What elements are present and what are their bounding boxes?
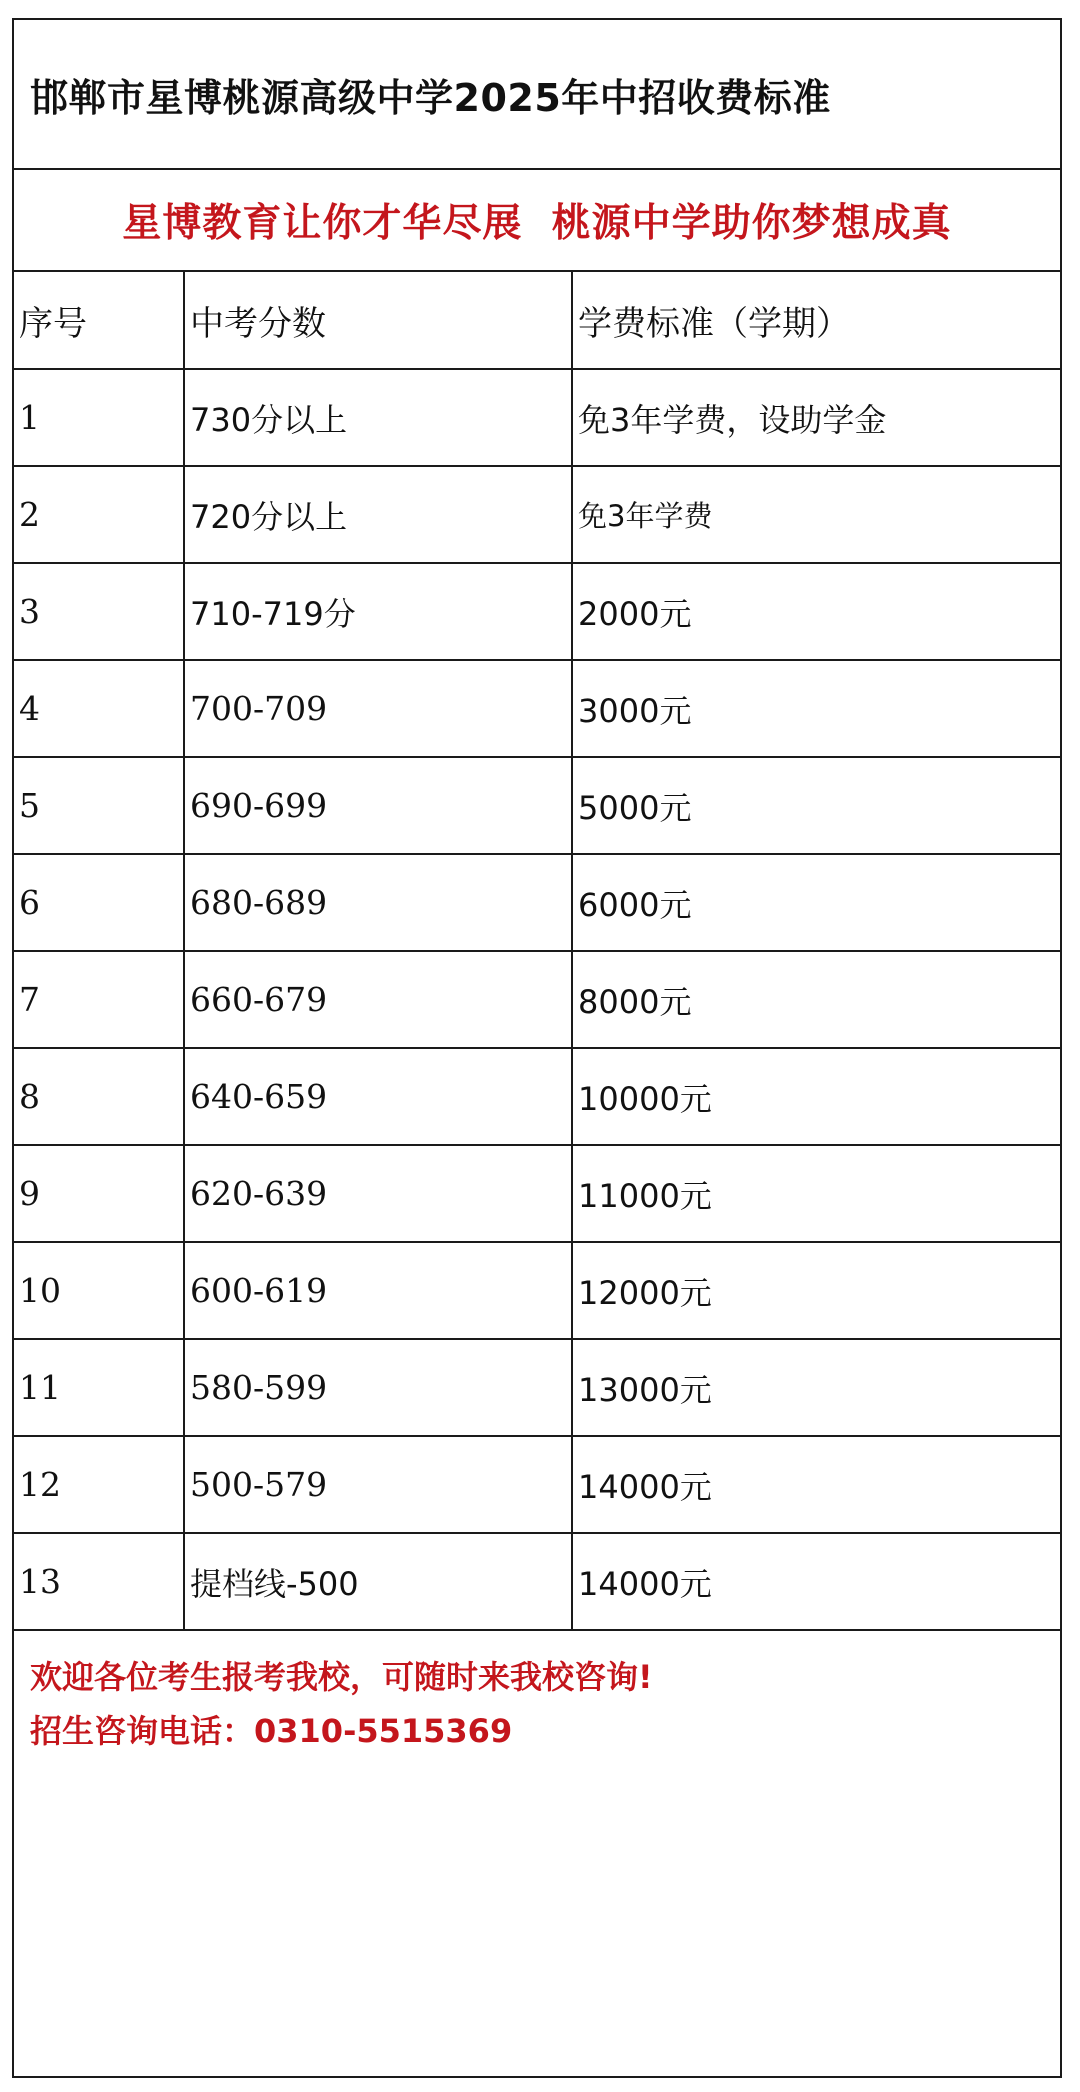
row-number: 7 [14,951,184,1048]
row-number: 12 [14,1436,184,1533]
table-row [14,563,1060,660]
title-row [14,20,1060,170]
table-row [14,757,1060,854]
header-fee: 学费标准（学期） [572,272,1060,369]
page-title: 邯郸市星博桃源高级中学2025年中招收费标准 [30,75,831,120]
row-number: 3 [14,563,184,660]
row-fee: 5000元 [572,757,1060,854]
row-fee: 13000元 [572,1339,1060,1436]
row-score: 700-709 [184,660,572,757]
table-header-row [14,272,1060,369]
row-score: 620-639 [184,1145,572,1242]
row-number: 13 [14,1533,184,1630]
table-row [14,951,1060,1048]
row-score: 720分以上 [184,466,572,563]
row-fee: 8000元 [572,951,1060,1048]
row-number: 2 [14,466,184,563]
row-fee: 2000元 [572,563,1060,660]
row-number: 10 [14,1242,184,1339]
row-fee: 3000元 [572,660,1060,757]
row-score: 680-689 [184,854,572,951]
table-row [14,660,1060,757]
row-number: 11 [14,1339,184,1436]
table-row [14,1339,1060,1436]
table-row [14,1533,1060,1630]
phone-note: 招生咨询电话：0310-5515369 [30,1712,513,1750]
table-row [14,466,1060,563]
row-number: 1 [14,369,184,466]
table-row [14,1048,1060,1145]
row-fee: 免3年学费，设助学金 [572,369,1060,466]
table-row [14,1242,1060,1339]
header-score: 中考分数 [184,272,572,369]
slogan: 星博教育让你才华尽展 桃源中学助你梦想成真 [122,201,952,246]
welcome-note: 欢迎各位考生报考我校，可随时来我校咨询! [30,1658,653,1696]
fee-table [14,272,1060,1631]
table-row [14,1145,1060,1242]
row-number: 4 [14,660,184,757]
row-fee: 14000元 [572,1436,1060,1533]
slogan-row [14,170,1060,272]
row-score: 690-699 [184,757,572,854]
header-number: 序号 [14,272,184,369]
table-row [14,1436,1060,1533]
row-score: 640-659 [184,1048,572,1145]
row-score: 600-619 [184,1242,572,1339]
row-score: 710-719分 [184,563,572,660]
table-row [14,369,1060,466]
row-score: 660-679 [184,951,572,1048]
row-number: 6 [14,854,184,951]
row-number: 9 [14,1145,184,1242]
row-fee: 14000元 [572,1533,1060,1630]
row-number: 5 [14,757,184,854]
table-row [14,854,1060,951]
fee-notice-sheet [12,18,1062,2078]
row-score: 730分以上 [184,369,572,466]
notes-block [30,1650,653,1758]
row-score: 提档线-500 [184,1533,572,1630]
row-fee: 10000元 [572,1048,1060,1145]
row-score: 580-599 [184,1339,572,1436]
row-fee: 12000元 [572,1242,1060,1339]
row-fee: 6000元 [572,854,1060,951]
row-score: 500-579 [184,1436,572,1533]
row-fee: 免3年学费 [572,466,1060,563]
row-number: 8 [14,1048,184,1145]
row-fee: 11000元 [572,1145,1060,1242]
